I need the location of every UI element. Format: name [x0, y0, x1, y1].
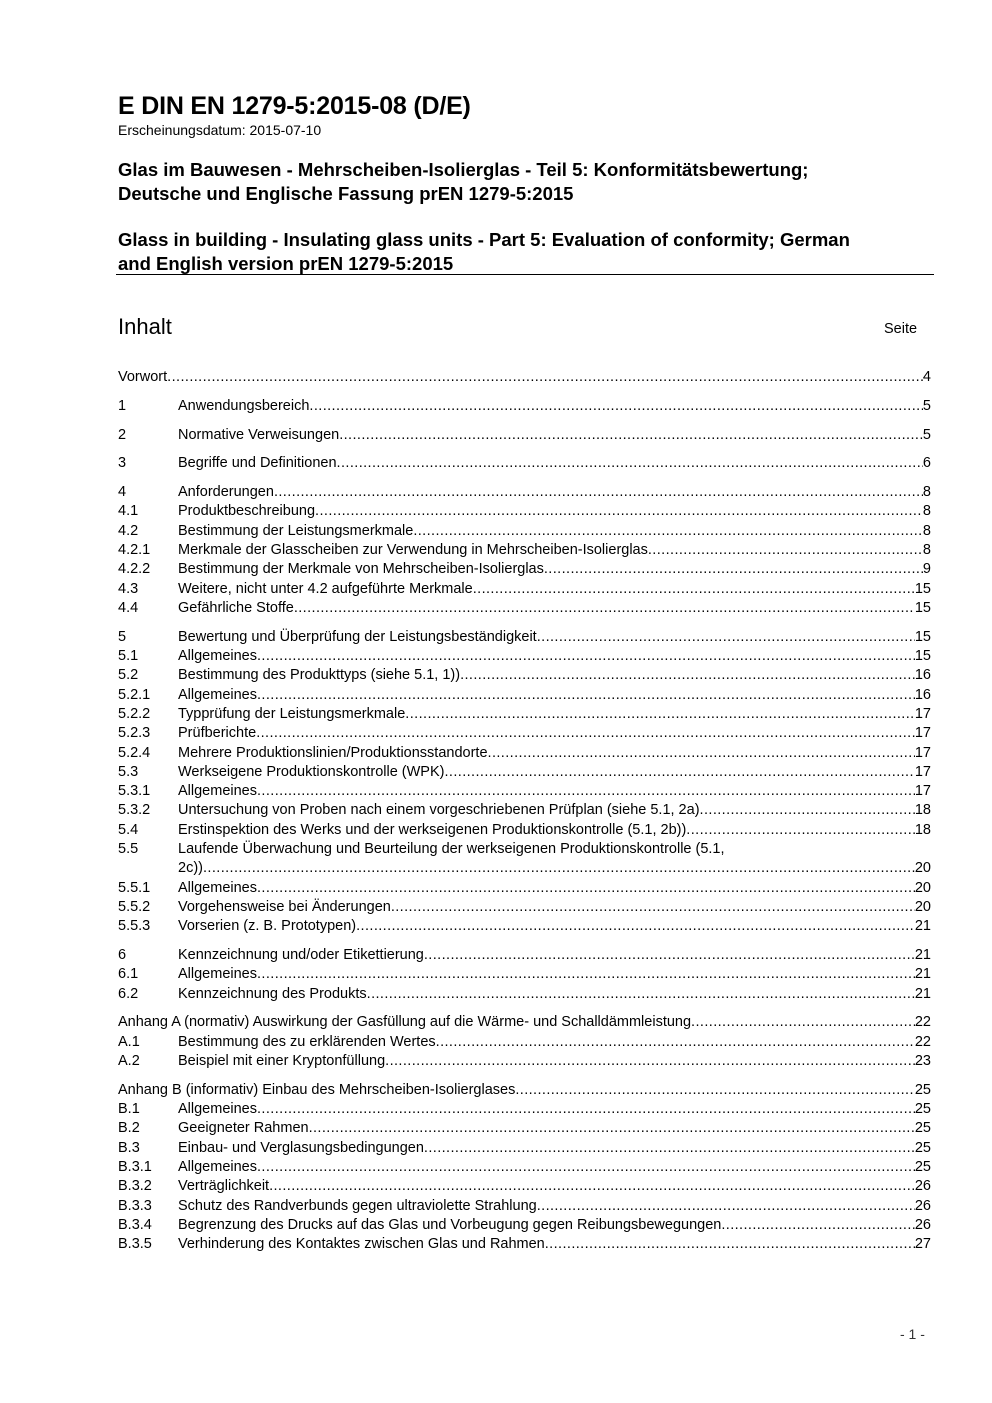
toc-entry-title: Allgemeines: [178, 783, 257, 800]
toc-entry[interactable]: [118, 1216, 931, 1235]
toc-page-column-label: Seite: [884, 321, 918, 337]
toc-leader-dots: [385, 1052, 915, 1071]
toc-entry-title: Anwendungsbereich: [178, 397, 310, 414]
toc-leader-dots: [257, 1100, 915, 1119]
title-english-line-1: Glass in building - Insulating glass units - Part 5: Evaluation of conformity; German: [118, 229, 850, 250]
toc-entry-page: 17: [914, 725, 931, 742]
toc-entry-number: 3: [118, 455, 127, 472]
toc-leader-dots: [257, 879, 915, 898]
toc-entry-page: 9: [922, 561, 931, 578]
title-english-line-2: and English version prEN 1279-5:2015: [118, 253, 454, 274]
toc-entry-number: 5.5.1: [118, 879, 151, 896]
toc-entry-page: 20: [914, 898, 931, 915]
toc-entry-page: 17: [914, 763, 931, 780]
toc-leader-dots: [256, 724, 915, 743]
toc-entry-page: 27: [914, 1236, 931, 1253]
toc-leader-dots: [257, 965, 915, 984]
toc-entry-page: 8: [922, 522, 931, 539]
toc-leader-dots: [167, 368, 923, 387]
toc-entry-number: B.3.4: [118, 1216, 152, 1233]
toc-entry-page: 25: [914, 1158, 931, 1175]
toc-entry[interactable]: [118, 1081, 931, 1100]
toc-entry-page: 21: [914, 918, 931, 935]
toc-entry[interactable]: [118, 801, 931, 820]
toc-entry[interactable]: [118, 368, 931, 387]
toc-entry-title: Bestimmung der Leistungsmerkmale: [178, 522, 414, 539]
toc-entry-number: 5.2.1: [118, 686, 151, 703]
toc-entry[interactable]: [118, 454, 931, 473]
toc-leader-dots: [294, 599, 915, 618]
toc-entry-title: Erstinspektion des Werks und der werkseigenen Produktionskontrolle (5.1, 2b)): [178, 821, 687, 838]
toc-leader-dots: [686, 821, 915, 840]
toc-entry[interactable]: [118, 763, 931, 782]
toc-entry[interactable]: [118, 541, 931, 560]
toc-entry-page: 21: [914, 947, 931, 964]
toc-entry[interactable]: [118, 946, 931, 965]
toc-entry-title: Typprüfung der Leistungsmerkmale: [178, 705, 406, 722]
toc-entry[interactable]: [118, 483, 931, 502]
toc-entry-page: 25: [914, 1120, 931, 1137]
toc-entry-title-continuation: 2c)): [178, 860, 203, 877]
toc-entry[interactable]: [118, 426, 931, 445]
toc-entry-title: Allgemeines: [178, 1158, 257, 1175]
toc-entry-title: Mehrere Produktionslinien/Produktionsstandorte: [178, 744, 488, 761]
toc-entry-page: 23: [914, 1053, 931, 1069]
toc-entry-title: Einbau- und Verglasungsbedingungen: [178, 1139, 424, 1156]
toc-entry[interactable]: [118, 917, 931, 936]
toc-entry[interactable]: [118, 1177, 931, 1196]
toc-leader-dots: [367, 985, 915, 1004]
toc-entry-title: Bestimmung des Produkttyps (siehe 5.1, 1)): [178, 667, 461, 684]
toc-leader-dots: [405, 705, 915, 724]
toc-entry[interactable]: [118, 686, 931, 705]
toc-leader-dots: [269, 1177, 915, 1196]
toc-entry-title: Bewertung und Überprüfung der Leistungsbeständigkeit: [178, 628, 537, 645]
toc-entry-title: Anforderungen: [178, 484, 274, 501]
toc-entry-title: Allgemeines: [178, 648, 257, 665]
toc-entry-number: 5.2: [118, 667, 139, 684]
toc-leader-dots: [257, 1158, 915, 1177]
toc-entry-number: B.3.3: [118, 1197, 152, 1214]
toc-entry-page: 22: [914, 1033, 931, 1050]
toc-leader-dots: [203, 859, 915, 878]
toc-entry-title: Bestimmung des zu erklärenden Wertes: [178, 1033, 436, 1050]
toc-entry-page: 26: [914, 1178, 931, 1195]
toc-leader-dots: [424, 1139, 915, 1158]
toc-leader-dots: [309, 1119, 915, 1138]
toc-entry[interactable]: [118, 666, 931, 685]
toc-entry-page: 16: [914, 667, 931, 684]
toc-entry[interactable]: [118, 724, 931, 743]
toc-leader-dots: [315, 502, 923, 521]
toc-leader-dots: [444, 763, 914, 782]
toc-entry-page: 17: [914, 783, 931, 800]
toc-heading: Inhalt: [118, 314, 172, 339]
toc-entry-number: 5.2.3: [118, 725, 151, 742]
toc-entry-page: 22: [914, 1014, 931, 1031]
toc-entry-number: 5.5: [118, 841, 139, 858]
toc-entry-title: Merkmale der Glasscheiben zur Verwendung in Mehrscheiben-Isolierglas: [178, 542, 648, 559]
toc-entry[interactable]: [118, 1013, 931, 1032]
toc-leader-dots: [413, 522, 923, 541]
toc-entry-number: 5.3: [118, 763, 139, 780]
toc-entry-page: 21: [914, 985, 931, 1002]
toc-entry-title: Gefährliche Stoffe: [178, 599, 294, 616]
toc-entry[interactable]: [118, 782, 931, 801]
toc-entry-number: 5.5.2: [118, 898, 151, 915]
toc-entry-page: 5: [922, 397, 931, 414]
toc-leader-dots: [515, 1081, 915, 1100]
toc-entry-title: Vorgehensweise bei Änderungen: [178, 898, 391, 915]
toc-entry[interactable]: [118, 647, 931, 666]
toc-entry-number: 5.3.1: [118, 783, 151, 800]
toc-leader-dots: [257, 782, 915, 801]
toc-entry-number: 6.1: [118, 966, 139, 983]
toc-leader-dots: [257, 647, 915, 666]
toc-entry-page: 21: [914, 966, 931, 983]
toc-leader-dots: [257, 686, 915, 705]
toc-entry-page: 18: [914, 821, 931, 838]
toc-entry[interactable]: [118, 821, 931, 840]
toc-entry-page: 17: [914, 744, 931, 761]
toc-entry-number: A.1: [118, 1033, 140, 1050]
table-of-contents: [118, 368, 931, 1254]
toc-leader-dots: [339, 426, 923, 445]
toc-entry-number: B.3: [118, 1139, 140, 1156]
toc-entry-title: Prüfberichte: [178, 725, 257, 742]
toc-entry-page: 20: [914, 879, 931, 896]
toc-entry-page: 26: [914, 1216, 931, 1233]
toc-entry-number: 4.1: [118, 503, 139, 520]
toc-entry-title: Kennzeichnung und/oder Etikettierung: [178, 947, 424, 964]
toc-entry-title: Begriffe und Definitionen: [178, 455, 337, 472]
toc-entry[interactable]: [118, 1119, 931, 1138]
toc-entry[interactable]: [118, 560, 931, 579]
toc-entry-title: Vorwort: [118, 369, 168, 385]
publication-date: Erscheinungsdatum: 2015-07-10: [118, 122, 322, 138]
toc-entry-title: Kennzeichnung des Produkts: [178, 985, 367, 1002]
toc-leader-dots: [436, 1033, 915, 1052]
toc-entry-number: 5.3.2: [118, 802, 151, 819]
toc-entry-title: Beispiel mit einer Kryptonfüllung: [178, 1053, 386, 1069]
toc-entry-number: 5.2.2: [118, 705, 151, 722]
toc-entry-number: 5: [118, 628, 127, 645]
toc-entry-number: 6.2: [118, 985, 139, 1002]
toc-leader-dots: [648, 541, 923, 560]
toc-leader-dots: [700, 801, 915, 820]
toc-leader-dots: [537, 1197, 915, 1216]
toc-leader-dots: [424, 946, 915, 965]
toc-entry-number: 6: [118, 947, 127, 964]
title-german: [118, 158, 938, 206]
toc-leader-dots: [691, 1013, 915, 1032]
header-divider: [116, 274, 934, 275]
toc-entry-page: 8: [922, 503, 931, 520]
toc-entry-number: 5.1: [118, 648, 139, 665]
toc-leader-dots: [537, 628, 915, 647]
toc-entry-page: 15: [914, 580, 931, 597]
toc-leader-dots: [460, 666, 915, 685]
page-number: - 1 -: [900, 1326, 925, 1342]
toc-entry-title: Verträglichkeit: [178, 1178, 270, 1195]
title-english: [118, 228, 938, 276]
toc-entry-number: 4.2.1: [118, 542, 151, 559]
toc-entry[interactable]: [118, 1033, 931, 1052]
toc-entry-number: 5.4: [118, 821, 139, 838]
toc-entry[interactable]: [118, 522, 931, 541]
toc-entry-number: B.3.1: [118, 1158, 152, 1175]
toc-entry[interactable]: [118, 1052, 931, 1071]
toc-entry-number: 4.4: [118, 599, 139, 616]
toc-entry-number: 5.2.4: [118, 744, 151, 761]
toc-entry-number: 4.2: [118, 522, 139, 539]
toc-entry-title: Vorserien (z. B. Prototypen): [178, 918, 357, 935]
toc-leader-dots: [545, 1235, 915, 1254]
toc-entry-page: 4: [922, 369, 931, 385]
toc-entry-number: 4.3: [118, 580, 139, 597]
toc-entry-number: B.3.5: [118, 1236, 152, 1253]
toc-entry-number: B.2: [118, 1120, 140, 1137]
toc-entry[interactable]: [118, 744, 931, 763]
toc-entry-title: Allgemeines: [178, 879, 257, 896]
toc-entry[interactable]: [118, 1197, 931, 1216]
toc-entry-page: 20: [914, 860, 931, 877]
toc-entry-title: Schutz des Randverbunds gegen ultraviolette Strahlung: [178, 1197, 537, 1214]
toc-entry-title: Allgemeines: [178, 686, 257, 703]
toc-entry[interactable]: [118, 840, 931, 879]
toc-entry-page: 15: [914, 599, 931, 616]
toc-entry-title: Allgemeines: [178, 1101, 257, 1118]
toc-entry[interactable]: [118, 1235, 931, 1254]
toc-entry[interactable]: [118, 985, 931, 1004]
title-german-line-2: Deutsche und Englische Fassung prEN 1279-5:2015: [118, 183, 574, 204]
toc-entry-title: Bestimmung der Merkmale von Mehrscheiben-Isolierglas: [178, 561, 544, 578]
toc-entry[interactable]: [118, 898, 931, 917]
toc-entry-page: 25: [914, 1101, 931, 1118]
toc-entry-number: 4: [118, 484, 127, 501]
toc-entry[interactable]: [118, 1158, 931, 1177]
toc-leader-dots: [309, 397, 923, 416]
toc-entry-title: Begrenzung des Drucks auf das Glas und Vorbeugung gegen Reibungsbewegungen: [178, 1216, 722, 1233]
toc-entry-page: 16: [914, 686, 931, 703]
toc-entry-page: 17: [914, 705, 931, 722]
toc-entry-number: B.3.2: [118, 1178, 152, 1195]
toc-entry-number: 2: [118, 426, 127, 443]
toc-entry[interactable]: [118, 580, 931, 599]
toc-entry-number: B.1: [118, 1101, 140, 1118]
toc-entry-page: 25: [914, 1139, 931, 1156]
toc-entry[interactable]: [118, 965, 931, 984]
toc-entry-number: 1: [118, 397, 127, 414]
toc-leader-dots: [391, 898, 915, 917]
toc-entry-page: 26: [914, 1197, 931, 1214]
toc-entry-title: Werkseigene Produktionskontrolle (WPK): [178, 763, 445, 780]
toc-entry-page: 8: [922, 484, 931, 501]
toc-leader-dots: [544, 560, 923, 579]
toc-entry-title: Laufende Überwachung und Beurteilung der werkseigenen Produktionskontrolle (5.1,: [178, 841, 725, 858]
toc-leader-dots: [473, 580, 915, 599]
toc-entry[interactable]: [118, 599, 931, 618]
toc-entry-page: 18: [914, 802, 931, 819]
toc-entry-title: Anhang B (informativ) Einbau des Mehrscheiben-Isolierglases: [118, 1081, 516, 1098]
toc-entry-page: 5: [922, 426, 931, 443]
toc-entry[interactable]: [118, 1139, 931, 1158]
toc-entry[interactable]: [118, 879, 931, 898]
toc-entry-title: Anhang A (normativ) Auswirkung der Gasfüllung auf die Wärme- und Schalldämmleistung: [118, 1014, 692, 1031]
toc-leader-dots: [488, 744, 915, 763]
toc-entry-title: Untersuchung von Proben nach einem vorgeschriebenen Prüfplan (siehe 5.1, 2a): [178, 802, 700, 819]
toc-entry[interactable]: [118, 628, 931, 647]
toc-entry[interactable]: [118, 705, 931, 724]
toc-entry[interactable]: [118, 502, 931, 521]
toc-leader-dots: [274, 483, 923, 502]
toc-entry-number: 5.5.3: [118, 918, 151, 935]
toc-leader-dots: [721, 1216, 915, 1235]
toc-entry-number: 4.2.2: [118, 561, 151, 578]
toc-entry[interactable]: [118, 1100, 931, 1119]
toc-entry-title: Normative Verweisungen: [178, 426, 340, 443]
document-id: E DIN EN 1279-5:2015-08 (D/E): [118, 92, 471, 120]
toc-leader-dots: [356, 917, 915, 936]
toc-entry-page: 6: [922, 455, 931, 472]
toc-entry-number: A.2: [118, 1053, 140, 1069]
toc-leader-dots: [337, 454, 923, 473]
toc-entry-title: Allgemeines: [178, 966, 257, 983]
toc-entry-title: Produktbeschreibung: [178, 503, 316, 520]
toc-entry-title: Weitere, nicht unter 4.2 aufgeführte Merkmale: [178, 580, 473, 597]
toc-entry[interactable]: [118, 397, 931, 416]
toc-entry-page: 15: [914, 628, 931, 645]
toc-entry-title: Verhinderung des Kontaktes zwischen Glas und Rahmen: [178, 1236, 545, 1253]
toc-entry-page: 15: [914, 648, 931, 665]
toc-entry-page: 8: [922, 542, 931, 559]
toc-entry-title: Geeigneter Rahmen: [178, 1120, 309, 1137]
toc-entry-page: 25: [914, 1081, 931, 1098]
title-german-line-1: Glas im Bauwesen - Mehrscheiben-Isolierglas - Teil 5: Konformitätsbewertung;: [118, 159, 809, 180]
